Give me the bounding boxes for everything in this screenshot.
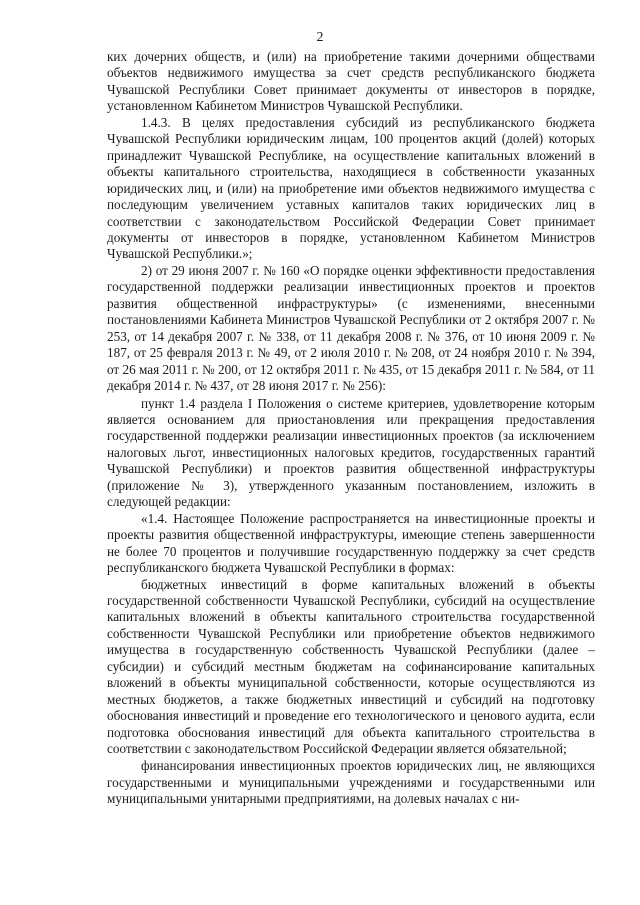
- paragraph-point-1-4: пункт 1.4 раздела I Положения о системе критериев, удовлетворение которым является основанием для приостановления или прекращения предоставления государственной поддержки реализации инвестиционных проектов (за исключением налоговых льгот, инвестиционных налоговых кредитов, государственных гарантий Чувашской Республики) и проектов развития общественной инфраструктуры (приложение № 3), утвержденного указанным постановлением, изложить в следующей редакции:: [107, 395, 595, 510]
- page-number: 2: [316, 30, 324, 45]
- paragraph-financing: финансирования инвестиционных проектов юридических лиц, не являющихся государственными и муниципальными учреждениями и государственными или муниципальными унитарными предприятиями, на долевых началах с ни-: [107, 758, 595, 807]
- paragraph-budget-investments: бюджетных инвестиций в форме капитальных вложений в объекты государственной собственности Чувашской Республики, субсидий на осуществление капитальных вложений в объекты капитального строительства государственной собственности Чувашской Республики или приобретение объектов недвижимого имущества в государственную собственность Чувашской Республики (далее – субсидии) и субсидий местным бюджетам на софинансирование капитальных вложений в объекты муниципальной собственности, которые осуществляются из местных бюджетов, а также бюджетных инвестиций и субсидий на подготовку обоснования инвестиций и проведение его технологического и ценового аудита, если подготовка обоснования инвестиций для объекта капитального строительства в соответствии с законодательством Российской Федерации является обязательной;: [107, 576, 595, 757]
- paragraph-continuation: ких дочерних обществ, и (или) на приобретение такими дочерними обществами объектов недвижимого имущества за счет средств республиканского бюджета Чувашской Республики Совет принимает документы от инвесторов в порядке, установленном Кабинетом Министров Чувашской Республики.: [107, 49, 595, 114]
- paragraph-item-2: 2) от 29 июня 2007 г. № 160 «О порядке оценки эффективности предоставления государственной поддержки реализации инвестиционных проектов и проектов развития общественной инфраструктуры» (с изменениями, внесенными постановлениями Кабинета Министров Чувашской Республики от 2 октября 2007 г. № 253, от 14 декабря 2007 г. № 338, от 11 декабря 2008 г. № 376, от 10 июня 2009 г. № 187, от 25 февраля 2013 г. № 49, от 2 июля 2010 г. № 208, от 24 ноября 2010 г. № 394, от 26 мая 2011 г. № 200, от 12 октября 2011 г. № 435, от 15 декабря 2011 г. № 584, от 11 декабря 2014 г. № 437, от 28 июня 2017 г. № 256):: [107, 262, 595, 394]
- paragraph-1-4-3: 1.4.3. В целях предоставления субсидий из республиканского бюджета Чувашской Республики юридическим лицам, 100 процентов акций (долей) которых принадлежит Чувашской Республике, на осуществление капитальных вложений в объекты капитального строительства, находящиеся в собственности указанных юридических лиц, и (или) на приобретение ими объектов недвижимого имущества с последующим увеличением уставных капиталов таких юридических лиц в соответствии с законодательством Российской Федерации Совет принимает документы от инвесторов в порядке, установленном Кабинетом Министров Чувашской Республики.»;: [107, 114, 595, 262]
- document-body: [107, 49, 595, 808]
- paragraph-quote-1-4: «1.4. Настоящее Положение распространяется на инвестиционные проекты и проекты развития общественной инфраструктуры, имеющие степень завершенности не более 70 процентов и получившие государственную поддержку за счет средств республиканского бюджета Чувашской Республики в формах:: [107, 510, 595, 576]
